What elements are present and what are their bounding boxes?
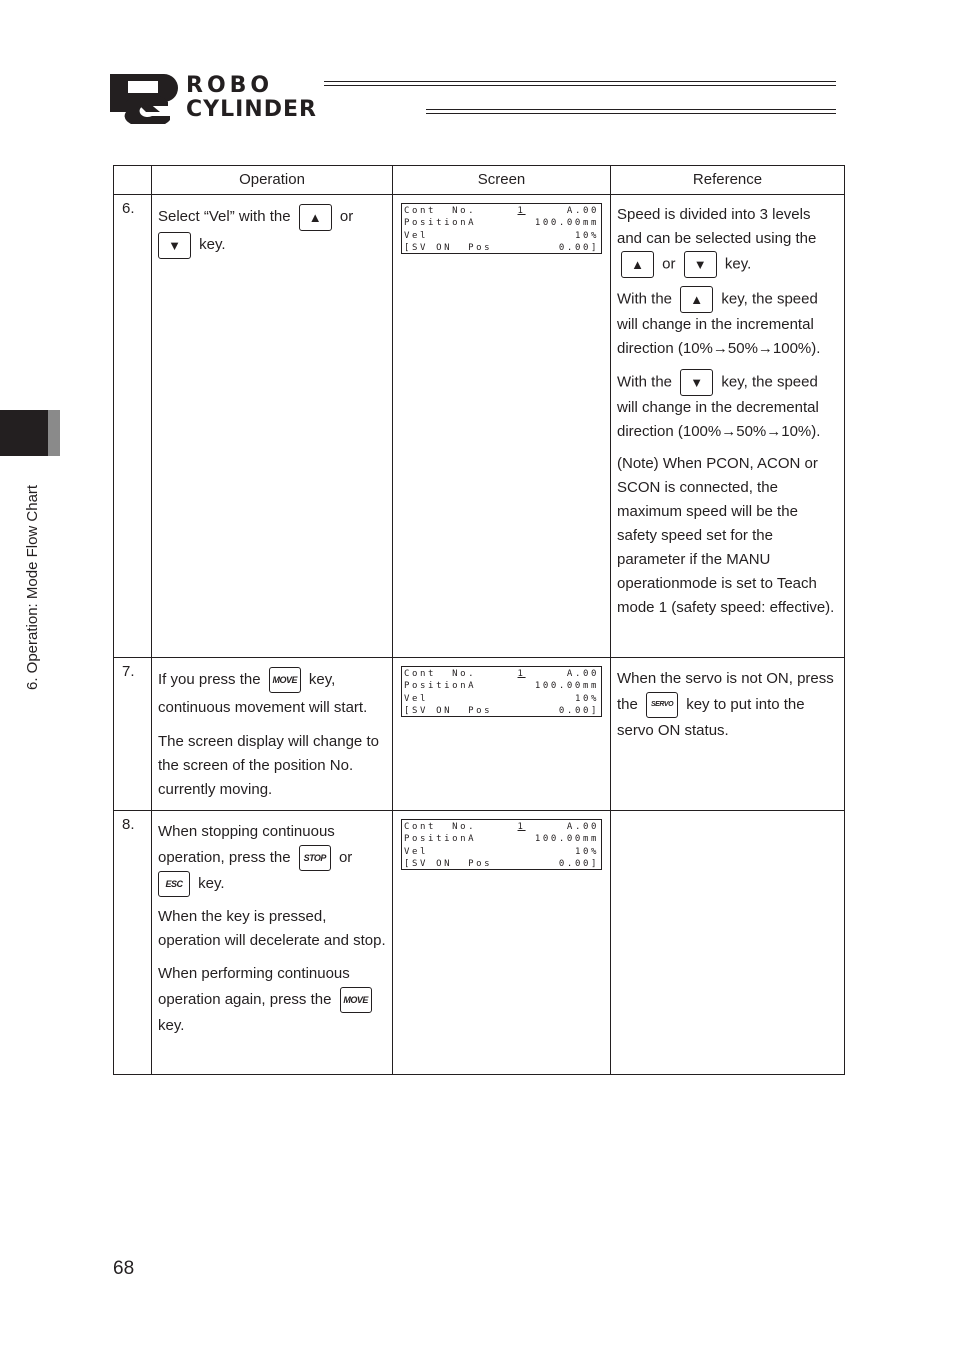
operation-text: When performing continuous operation again, press the: [158, 965, 350, 1009]
rc-monogram-icon: [108, 72, 188, 124]
operation-text: key, continuous movement will start.: [158, 671, 368, 716]
lcd-text: 100.00mm: [534, 681, 599, 692]
lcd-position-number: 1: [517, 206, 526, 216]
operation-text: The screen display will change to the screen of the position No. currently moving.: [158, 733, 379, 798]
lcd-text: 0.00]: [558, 242, 599, 253]
operation-text: key.: [158, 1017, 185, 1035]
table-row: [114, 195, 845, 658]
screen-cell: [393, 195, 611, 658]
operation-text: key.: [198, 875, 225, 893]
lcd-text: 10%: [574, 693, 599, 704]
lcd-text: 10%: [574, 846, 599, 857]
lcd-text: A.00: [566, 669, 599, 679]
reference-text: or: [662, 255, 676, 273]
reference-note: (Note) When PCON, ACON or SCON is connected, the maximum speed will be the safety speed set for the parameter if the MANU operationmode is set to Teach mode 1 (safety speed: effective).: [617, 455, 835, 616]
move-key-icon: MOVE: [269, 667, 301, 693]
lcd-text: Cont No.: [404, 669, 477, 679]
page-number: 68: [113, 1258, 135, 1279]
operation-text: key.: [199, 236, 226, 253]
header-screen: Screen: [393, 166, 611, 195]
mode-flow-table: [113, 165, 845, 1075]
lcd-text: PositionA: [404, 218, 477, 229]
lcd-text: [SV ON Pos: [404, 242, 493, 253]
lcd-text: Vel: [404, 846, 429, 857]
step-number: 6.: [114, 195, 152, 658]
lcd-text: [SV ON Pos: [404, 858, 493, 869]
reference-text: key, the speed will change in the decremental direction (100%→50%→10%).: [617, 373, 821, 440]
operation-text: If you press the: [158, 671, 261, 688]
down-key-icon: ▼: [680, 369, 713, 396]
lcd-text: Cont No.: [404, 206, 477, 216]
servo-key-icon: SERVO: [646, 692, 678, 718]
lcd-text: A.00: [566, 206, 599, 216]
lcd-text: PositionA: [404, 834, 477, 845]
operation-text: or: [338, 849, 353, 866]
reference-text: key, the speed will change in the incremental direction (10%→50%→100%).: [617, 290, 821, 357]
reference-text: With the: [617, 290, 673, 308]
lcd-display: [401, 666, 602, 717]
header-reference: Reference: [611, 166, 845, 195]
logo-wordmark: [186, 74, 418, 122]
lcd-text: 10%: [574, 230, 599, 241]
brand-line-1: ROBO: [186, 73, 274, 98]
table-header-row: [114, 166, 845, 195]
lcd-text: 100.00mm: [534, 218, 599, 229]
operation-text: Select “Vel” with the: [158, 208, 291, 225]
operation-text: When stopping continuous operation, press the: [158, 823, 335, 866]
lcd-text: 100.00mm: [534, 834, 599, 845]
lcd-display: [401, 819, 602, 870]
lcd-text: PositionA: [404, 681, 477, 692]
operation-cell: [152, 195, 393, 658]
lcd-position-number: 1: [517, 822, 526, 832]
header-operation: Operation: [152, 166, 393, 195]
chapter-tab-light: [48, 410, 60, 456]
reference-text: key to put into the servo ON status.: [617, 696, 805, 740]
logo-rule-bottom: [426, 113, 836, 114]
operation-text: When the key is pressed, operation will decelerate and stop.: [158, 908, 386, 950]
lcd-text: A.00: [566, 822, 599, 832]
up-key-icon: ▲: [299, 204, 332, 231]
reference-text: When the servo is not ON, press the: [617, 670, 834, 713]
reference-cell: [611, 195, 845, 658]
chapter-label: 6. Operation: Mode Flow Chart: [24, 484, 41, 690]
lcd-text: Vel: [404, 693, 429, 704]
operation-text: or: [339, 208, 354, 225]
up-key-icon: ▲: [621, 251, 654, 278]
table-row: [114, 658, 845, 811]
lcd-text: [SV ON Pos: [404, 705, 493, 716]
lcd-display: [401, 203, 602, 254]
lcd-text: 0.00]: [558, 858, 599, 869]
logo-rule-bottom: [426, 109, 836, 110]
down-key-icon: ▼: [684, 251, 717, 278]
operation-cell: [152, 658, 393, 811]
step-number: 8.: [114, 811, 152, 1075]
reference-text: With the: [617, 373, 673, 391]
esc-key-icon: ESC: [158, 871, 190, 897]
screen-cell: [393, 658, 611, 811]
lcd-position-number: 1: [517, 669, 526, 679]
lcd-text: Cont No.: [404, 822, 477, 832]
header-number: [114, 166, 152, 195]
operation-cell: [152, 811, 393, 1075]
screen-cell: [393, 811, 611, 1075]
down-key-icon: ▼: [158, 232, 191, 259]
step-number: 7.: [114, 658, 152, 811]
stop-key-icon: STOP: [299, 845, 331, 871]
table-row: [114, 811, 845, 1075]
reference-cell: [611, 658, 845, 811]
reference-text: key.: [724, 255, 752, 273]
move-key-icon: MOVE: [340, 987, 372, 1013]
up-key-icon: ▲: [680, 286, 713, 313]
brand-line-2: CYLINDER: [186, 97, 317, 122]
reference-cell: [611, 811, 845, 1075]
lcd-text: Vel: [404, 230, 429, 241]
lcd-text: 0.00]: [558, 705, 599, 716]
reference-text: Speed is divided into 3 levels and can be selected using the: [617, 206, 817, 247]
